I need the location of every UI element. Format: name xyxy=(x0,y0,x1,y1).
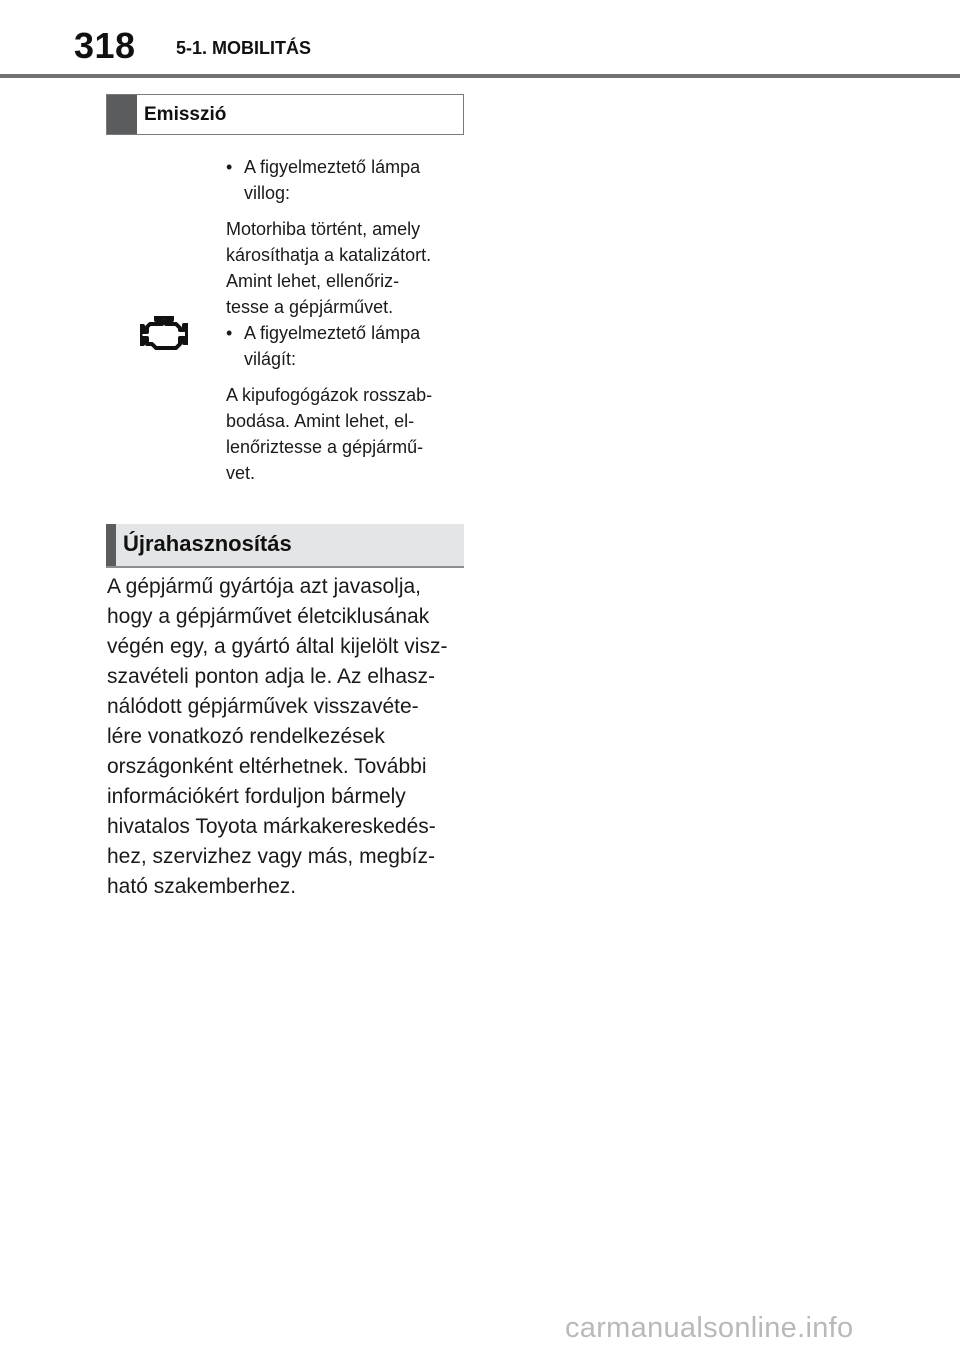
page-header xyxy=(0,0,960,80)
flashing-description: Motorhiba történt, amely károsíthatja a katalizátort. Amint lehet, ellenőriz- tesse a gépjárművet. xyxy=(226,219,432,317)
lit-description: A kipufogógázok rosszab- bodása. Amint lehet, el- lenőriztesse a gépjármű- vet. xyxy=(226,385,433,483)
page-number: 318 xyxy=(74,25,136,66)
check-engine-icon xyxy=(140,316,188,352)
bullet-flashing: • A figyelmeztető lámpa villog: xyxy=(226,154,462,206)
emission-section-header xyxy=(106,94,464,135)
section-title: 5-1. MOBILITÁS xyxy=(176,38,312,58)
section-marker-bar xyxy=(106,524,116,566)
watermark: carmanualsonline.info xyxy=(565,1312,854,1344)
header-divider xyxy=(0,74,960,78)
section-marker-bar xyxy=(107,95,137,134)
bullet-lit: • A figyelmeztető lámpa világít: xyxy=(226,320,462,372)
recycling-body: A gépjármű gyártója azt javasolja, hogy a gépjárművet életciklusának végén egy, a gyártó által kijelölt visz- szavételi ponton adja le. Az elhasz- nálódott gépjárművek visszavéte- lére vonatkozó rendelkezések országonként eltérhetnek. További információkért forduljon bármely hivatalos Toyota márkakereskedés- hez, szervizhez vagy más, megbíz- ható szakemberhez. xyxy=(107,575,448,898)
recycling-title: Újrahasznosítás xyxy=(123,531,292,556)
emission-info xyxy=(226,154,462,486)
recycling-section-header xyxy=(106,524,464,568)
emission-title: Emisszió xyxy=(144,104,227,125)
